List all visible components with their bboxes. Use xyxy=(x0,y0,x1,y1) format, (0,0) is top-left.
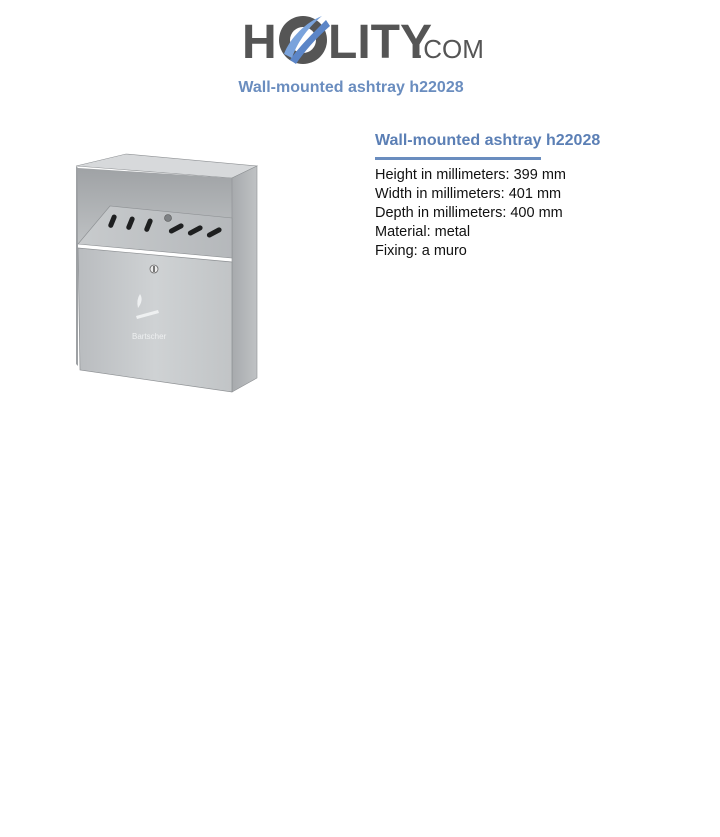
logo-o-icon xyxy=(279,16,330,64)
logo-text-h: H xyxy=(242,16,277,69)
product-image xyxy=(66,148,266,398)
holity-logo xyxy=(240,8,485,70)
spec-material: Material: metal xyxy=(375,224,471,240)
product-details xyxy=(375,131,705,261)
product-title: Wall-mounted ashtray h22028 xyxy=(375,132,601,149)
spec-list xyxy=(375,166,705,261)
page-title: Wall-mounted ashtray h22028 xyxy=(238,79,464,96)
spec-width: Width in millimeters: 401 mm xyxy=(375,186,562,202)
spec-height: Height in millimeters: 399 mm xyxy=(375,167,566,183)
title-divider xyxy=(375,157,541,160)
logo-text-lity: LITY xyxy=(328,16,432,69)
spec-depth: Depth in millimeters: 400 mm xyxy=(375,205,563,221)
spec-fixing: Fixing: a muro xyxy=(375,243,467,259)
wall-mounted-ashtray-image xyxy=(66,148,266,398)
site-logo[interactable] xyxy=(240,8,485,70)
logo-text-com: .COM xyxy=(416,34,484,64)
brand-mark-text: Bartscher xyxy=(132,332,167,341)
